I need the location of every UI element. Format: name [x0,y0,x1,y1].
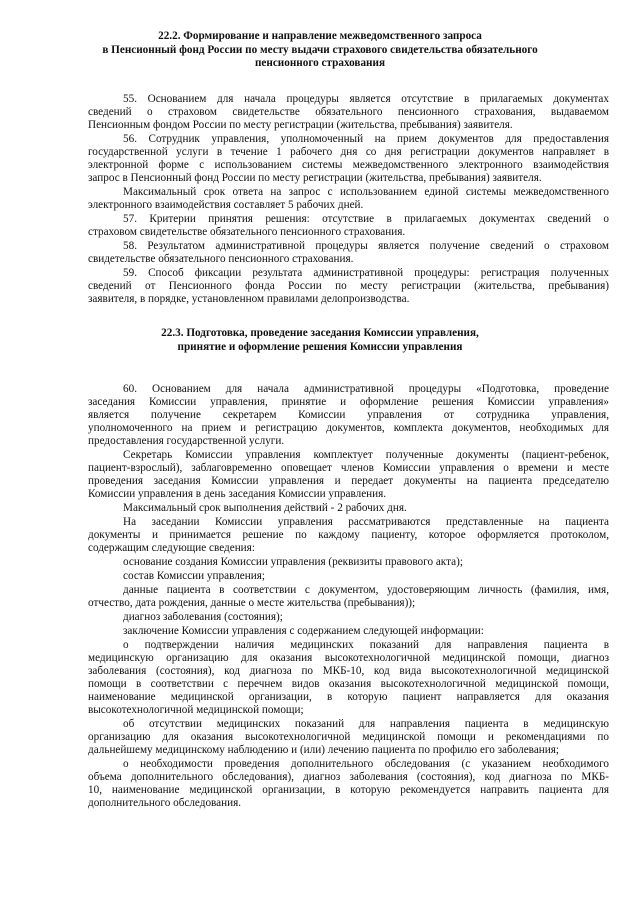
conclusion-item-line: дальнейшему медицинскому наблюдению и (или) лечению пациента по профилю его заболевания; [88,744,560,756]
protocol-item-line: состав Комиссии управления; [123,570,265,582]
heading-line: пенсионного страхования [254,57,385,69]
paragraph-secretary-line: проведения заседания Комиссии управления и передает документы на пациента председателю [88,475,609,487]
paragraph-56-line: электронной форме с использованием системы межведомственного электронного взаимодействия [88,159,609,171]
protocol-item-line: основание создания Комиссии управления (реквизиты правового акта); [123,556,463,568]
protocol-item-line: диагноз заболевания (состояния); [123,611,283,623]
paragraph-60-line: заседания Комиссии управления, принятие и оформление решения Комиссии управления» [88,396,609,408]
conclusion-item-line: о необходимости проведения дополнительного обследования (с указанием необходимого [123,758,609,770]
paragraph-56-line: запрос в Пенсионный фонд России по месту регистрации (жительства, пребывания) заявителя. [88,172,542,184]
protocol-item-line: заключение Комиссии управления с содержанием следующей информации: [123,625,484,637]
conclusion-item-line: об отсутствии медицинских показаний для направления пациента в медицинскую [123,718,609,730]
paragraph-meeting-line: На заседании Комиссии управления рассматриваются представленные на пациента [123,516,609,528]
paragraph-60-line: является получение секретарем Комиссии управления от сотрудника управления, [88,409,609,421]
conclusion-item-line: заболевания (состояния), код диагноза по МКБ-10, код вида высокотехнологичной медицинской [88,665,609,677]
protocol-item-line: данные пациента в соответствии с документом, удостоверяющим личность (фамилия, имя, [123,584,609,596]
conclusion-item-line: объема дополнительного обследования), диагноз заболевания (состояния), код диагноза по МКБ- [88,771,609,783]
paragraph-56-line: 56. Сотрудник управления, уполномоченный на прием документов для предоставления [123,133,609,145]
paragraph-secretary-line: Секретарь Комиссии управления комплектует полученные документы (пациент-ребенок, [123,449,609,461]
paragraph-max-term-line: Максимальный срок выполнения действий - 2 рабочих дня. [123,502,407,514]
paragraph-55-line: 55. Основанием для начала процедуры является отсутствие в прилагаемых документах [123,93,609,105]
conclusion-item-line: организацию для оказания высокотехнологичной медицинской помощи и рекомендациями по [88,731,609,743]
paragraph-57-line: страховом свидетельстве обязательного пенсионного страхования. [88,226,406,238]
paragraph-secretary-line: пациент-взрослый), заблаговременно оповещает членов Комиссии управления о времени и месте [88,462,609,474]
heading-line: 22.2. Формирование и направление межведомственного запроса [158,30,482,42]
paragraph-meeting-line: содержащим следующие сведения: [88,542,255,554]
paragraph-secretary-line: Комиссии управления в день заседания Комиссии управления. [88,488,387,500]
paragraph-59-line: 59. Способ фиксации результата административной процедуры: регистрация полученных [123,267,609,279]
conclusion-item-line: дополнительного обследования. [88,797,242,809]
heading-line: принятие и оформление решения Комиссии управления [177,340,463,353]
conclusion-item-line: наименование медицинской организации, в которую пациент направляется для оказания [88,691,609,703]
paragraph-57-line: 57. Критерии принятия решения: отсутствие в прилагаемых документах сведений о [123,213,609,225]
paragraph-59-line: заявителя, в порядке, установленном правилами делопроизводства. [88,293,410,305]
conclusion-item-line: 10, наименование медицинской организации, в которую рекомендуется направить пациента для [88,784,609,796]
paragraph-meeting-line: документы и принимается решение по каждому пациенту, которое оформляется протоколом, [88,529,609,541]
section-22-3-heading [60,327,580,354]
paragraph-max-term-line: Максимальный срок ответа на запрос с использованием единой системы межведомственного [123,186,609,198]
conclusion-item-line: о подтверждении наличия медицинских показаний для направления пациента в [123,639,609,651]
paragraph-56-line: государственной услуги в течение 1 рабочего дня со дня регистрации документов направляет в [88,146,609,158]
conclusion-item-line: медицинскую организацию для оказания высокотехнологичной медицинской помощи, диагноз [88,652,609,664]
heading-line: 22.3. Подготовка, проведение заседания Комиссии управления, [161,327,479,339]
section-22-2-heading [60,30,580,71]
conclusion-item-line: помощи в соответствии с перечнем видов оказания высокотехнологичной медицинской помощи, [88,678,609,690]
heading-line: в Пенсионный фонд России по месту выдачи страхового свидетельства обязательного [102,43,538,56]
conclusion-item-line: высокотехнологичной медицинской помощи; [88,704,304,716]
paragraph-55-line: Пенсионным фондом России по месту регистрации (жительства, пребывания) заявителя. [88,119,513,131]
paragraph-59-line: сведений от Пенсионного фонда России по месту регистрации (жительства, пребывания) [88,280,609,292]
paragraph-60-line: предоставления государственной услуги. [88,435,285,447]
paragraph-58-line: 58. Результатом административной процедуры является получение сведений о страховом [123,240,609,252]
paragraph-58-line: свидетельстве обязательного пенсионного страхования. [88,253,354,265]
protocol-item-line: отчество, дата рождения, данные о месте жительства (пребывания)); [88,597,416,609]
paragraph-55-line: сведений о страховом свидетельстве обязательного пенсионного страхования, выдаваемом [88,106,609,118]
paragraph-max-term-line: электронного взаимодействия составляет 5 рабочих дней. [88,199,364,211]
paragraph-60-line: уполномоченного на прием и регистрацию документов, комплекта документов, необходимых для [88,422,609,434]
paragraph-60-line: 60. Основанием для начала административной процедуры «Подготовка, проведение [123,383,609,395]
